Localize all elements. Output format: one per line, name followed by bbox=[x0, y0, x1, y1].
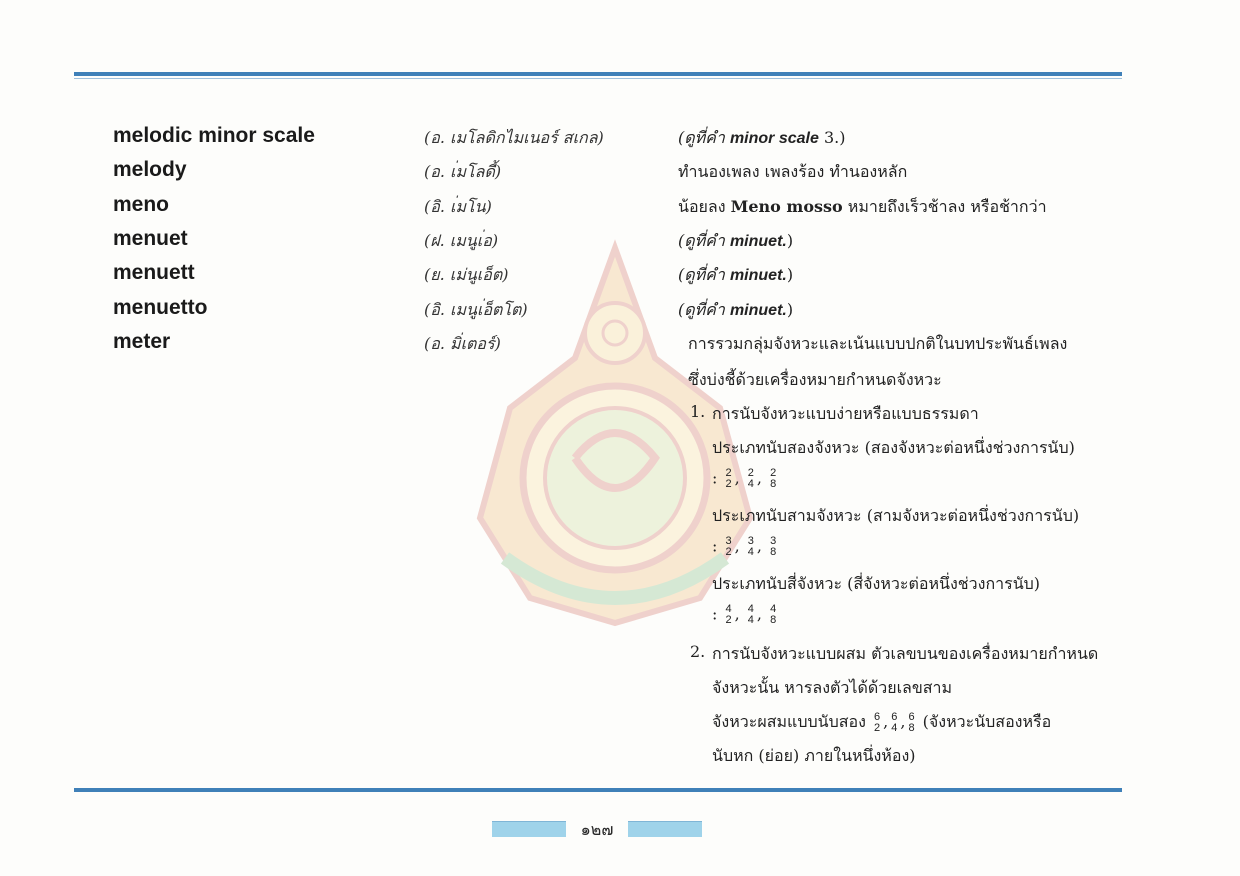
entry-term: menuetto bbox=[113, 296, 208, 319]
list-item-number: 2. bbox=[690, 642, 706, 661]
entry-origin: (อิ. เ่มโน) bbox=[424, 197, 492, 216]
entry-term: melodic minor scale bbox=[113, 124, 315, 147]
triple-meter-line: ประเภทนับสามจังหวะ (สามจังหวะต่อหนึ่งช่วงการนับ) bbox=[712, 506, 1080, 525]
entry-melodic-minor-scale bbox=[0, 124, 1240, 158]
entry-origin: (อ. มิ่เตอร์) bbox=[424, 334, 501, 353]
entry-definition: การรวมกลุ่มจังหวะและเน้นแบบปกติในบทประพันธ์เพลง bbox=[688, 334, 1068, 353]
entry-meno bbox=[0, 193, 1240, 227]
entry-origin: (อิ. เมนูเ่อ็ตโต) bbox=[424, 300, 528, 319]
list-item-title: การนับจังหวะแบบง่ายหรือแบบธรรมดา bbox=[712, 404, 979, 423]
meter-detail-line: ซึ่งบ่งชี้ด้วยเครื่องหมายกำหนดจังหวะ bbox=[688, 370, 942, 389]
entry-term: menuet bbox=[113, 227, 188, 250]
top-thin-rule bbox=[74, 78, 1122, 79]
footer-bar-left bbox=[492, 821, 566, 837]
duple-meter-line: ประเภทนับสองจังหวะ (สองจังหวะต่อหนึ่งช่วงการนับ) bbox=[712, 438, 1075, 457]
entry-definition: น้อยลง Meno mosso หมายถึงเร็วช้าลง หรือช้ากว่า bbox=[678, 197, 1047, 216]
entry-menuett bbox=[0, 261, 1240, 295]
entry-origin: (ย. เม่นูเอ็ต) bbox=[424, 265, 509, 284]
compound-meter-line: จังหวะนั้น หารลงตัวได้ด้วยเลขสาม bbox=[712, 678, 953, 697]
bottom-rule bbox=[74, 788, 1122, 792]
compound-time-signatures: จังหวะผสมแบบนับสอง 6 2 , 6 4 , 6 8 (จังหวะนับสองหรือ bbox=[712, 710, 1052, 734]
footer-bar-right bbox=[628, 821, 702, 837]
entry-term: meno bbox=[113, 193, 170, 216]
time-signature: 4 8 bbox=[770, 603, 777, 626]
top-rule bbox=[74, 72, 1122, 76]
entry-definition: (ดูที่คำ minuet.) bbox=[678, 265, 794, 284]
entry-definition: ทำนองเพลง เพลงร้อง ทำนองหลัก bbox=[678, 162, 908, 181]
entry-melody bbox=[0, 158, 1240, 192]
time-signature: 4 2 bbox=[725, 603, 732, 626]
entry-menuetto bbox=[0, 296, 1240, 330]
quadruple-time-signatures: : 4 2 , 4 4 , 4 8 bbox=[712, 603, 777, 626]
cross-reference: minuet. bbox=[729, 302, 787, 319]
time-signature: 2 2 bbox=[725, 467, 732, 490]
entry-term: melody bbox=[113, 158, 187, 181]
entry-definition: (ดูที่คำ minor scale 3.) bbox=[678, 128, 846, 147]
cross-reference: minor scale bbox=[729, 130, 819, 147]
time-signature: 6 2 bbox=[874, 710, 881, 734]
time-signature: 3 8 bbox=[770, 535, 777, 558]
entry-definition: (ดูที่คำ minuet.) bbox=[678, 300, 794, 319]
compound-meter-line: นับหก (ย่อย) ภายในหนึ่งห้อง) bbox=[712, 746, 916, 765]
list-item-number: 1. bbox=[690, 402, 706, 421]
time-signature: 6 4 bbox=[891, 710, 898, 734]
time-signature: 3 2 bbox=[725, 535, 732, 558]
entry-term: menuett bbox=[113, 261, 195, 284]
time-signature: 6 8 bbox=[908, 710, 915, 734]
triple-time-signatures: : 3 2 , 3 4 , 3 8 bbox=[712, 535, 777, 558]
entry-origin: (อ. เมโลดิกไมเนอร์ สเกล) bbox=[424, 128, 604, 147]
time-signature: 4 4 bbox=[747, 603, 754, 626]
time-signature: 2 4 bbox=[747, 467, 754, 490]
cross-reference: minuet. bbox=[729, 233, 787, 250]
entry-definition: (ดูที่คำ minuet.) bbox=[678, 231, 794, 250]
entry-meter bbox=[0, 330, 1240, 364]
entry-origin: (อ. เ่มโลดี้) bbox=[424, 162, 502, 181]
page-number: ๑๒๗ bbox=[580, 820, 614, 839]
entry-term: meter bbox=[113, 330, 171, 353]
list-item-title: การนับจังหวะแบบผสม ตัวเลขบนของเครื่องหมายกำหนด bbox=[712, 644, 1099, 663]
time-signature: 3 4 bbox=[747, 535, 754, 558]
entry-menuet bbox=[0, 227, 1240, 261]
term-highlight: Meno mosso bbox=[730, 197, 843, 216]
quadruple-meter-line: ประเภทนับสี่จังหวะ (สี่จังหวะต่อหนึ่งช่วงการนับ) bbox=[712, 574, 1041, 593]
entry-origin: (ฝ. เมนูเ่อ) bbox=[424, 231, 499, 250]
cross-reference: minuet. bbox=[729, 267, 787, 284]
duple-time-signatures: : 2 2 , 2 4 , 2 8 bbox=[712, 467, 777, 490]
time-signature: 2 8 bbox=[770, 467, 777, 490]
